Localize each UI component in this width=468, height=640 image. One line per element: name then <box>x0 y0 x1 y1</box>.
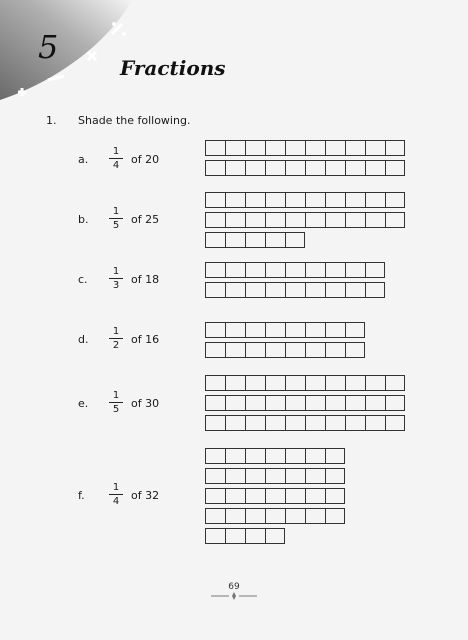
shade-box[interactable] <box>365 140 385 156</box>
shade-box[interactable] <box>265 468 285 484</box>
shade-box[interactable] <box>225 232 245 248</box>
shade-box[interactable] <box>305 508 325 524</box>
shade-box[interactable] <box>225 395 245 411</box>
shade-box[interactable] <box>205 528 225 544</box>
shade-box[interactable] <box>205 140 225 156</box>
shade-box[interactable] <box>365 160 385 176</box>
shade-box[interactable] <box>205 488 225 504</box>
shade-box[interactable] <box>245 342 265 358</box>
shade-box[interactable] <box>305 415 325 431</box>
shade-box[interactable] <box>205 375 225 391</box>
fraction-numerator: 1 <box>112 326 120 337</box>
fraction <box>109 266 123 291</box>
fraction-bar <box>109 402 123 403</box>
shade-box[interactable] <box>325 140 345 156</box>
shade-box[interactable] <box>345 395 365 411</box>
shade-box[interactable] <box>325 192 345 208</box>
shade-box[interactable] <box>345 342 365 358</box>
shade-box[interactable] <box>365 212 385 228</box>
page-number: 69 <box>228 582 240 592</box>
shade-box[interactable] <box>305 395 325 411</box>
shade-box[interactable] <box>385 160 405 176</box>
shade-box[interactable] <box>225 342 245 358</box>
shade-box[interactable] <box>205 212 225 228</box>
shade-box[interactable] <box>245 232 265 248</box>
row-letter: a. <box>78 153 89 166</box>
box-grid <box>205 140 405 176</box>
shade-box[interactable] <box>265 192 285 208</box>
shade-box[interactable] <box>305 375 325 391</box>
shade-box[interactable] <box>245 322 265 338</box>
shade-box[interactable] <box>325 342 345 358</box>
shade-box[interactable] <box>325 468 345 484</box>
shade-box[interactable] <box>285 448 305 464</box>
shade-box[interactable] <box>265 342 285 358</box>
shade-box[interactable] <box>225 415 245 431</box>
shade-box[interactable] <box>245 212 265 228</box>
shade-box[interactable] <box>305 322 325 338</box>
shade-box[interactable] <box>365 415 385 431</box>
shade-box[interactable] <box>365 282 385 298</box>
shade-box[interactable] <box>385 395 405 411</box>
fraction-numerator: 1 <box>112 482 120 493</box>
box-grid <box>205 375 405 431</box>
fraction-bar <box>109 278 123 279</box>
shade-box[interactable] <box>285 322 305 338</box>
shade-box[interactable] <box>345 192 365 208</box>
fraction-numerator: 1 <box>112 390 120 401</box>
shade-box[interactable] <box>205 395 225 411</box>
shade-box[interactable] <box>225 282 245 298</box>
fraction-numerator: 1 <box>112 146 120 157</box>
shade-box[interactable] <box>345 262 365 278</box>
box-grid <box>205 192 405 248</box>
shade-box[interactable] <box>385 140 405 156</box>
shade-box[interactable] <box>225 528 245 544</box>
shade-box[interactable] <box>325 488 345 504</box>
page-footer <box>0 582 468 600</box>
of-quantity: of 20 <box>131 153 160 166</box>
footer-ornament-icon <box>209 592 259 600</box>
shade-box[interactable] <box>285 140 305 156</box>
shade-box[interactable] <box>305 160 325 176</box>
shade-box[interactable] <box>225 140 245 156</box>
shade-box[interactable] <box>225 375 245 391</box>
shade-box[interactable] <box>365 395 385 411</box>
fraction <box>109 206 123 231</box>
shade-box[interactable] <box>265 160 285 176</box>
corner-decoration <box>0 0 150 110</box>
shade-box[interactable] <box>345 415 365 431</box>
shade-box[interactable] <box>245 415 265 431</box>
box-grid <box>205 262 385 298</box>
shade-box[interactable] <box>345 282 365 298</box>
shade-box[interactable] <box>225 468 245 484</box>
shade-box[interactable] <box>345 160 365 176</box>
shade-box[interactable] <box>285 395 305 411</box>
shade-box[interactable] <box>325 262 345 278</box>
shade-box[interactable] <box>385 415 405 431</box>
shade-box[interactable] <box>265 375 285 391</box>
shade-box[interactable] <box>325 282 345 298</box>
shade-box[interactable] <box>225 160 245 176</box>
shade-box[interactable] <box>245 488 265 504</box>
fraction <box>109 482 123 507</box>
shade-box[interactable] <box>325 160 345 176</box>
row-letter: d. <box>78 333 89 346</box>
shade-box[interactable] <box>345 140 365 156</box>
shade-box[interactable] <box>205 232 225 248</box>
shade-box[interactable] <box>225 212 245 228</box>
shade-box[interactable] <box>265 322 285 338</box>
shade-box[interactable] <box>285 282 305 298</box>
fraction-bar <box>109 494 123 495</box>
shade-box[interactable] <box>285 508 305 524</box>
of-quantity: of 32 <box>131 489 160 502</box>
shade-box[interactable] <box>325 322 345 338</box>
shade-box[interactable] <box>205 342 225 358</box>
of-quantity: of 25 <box>131 213 160 226</box>
fraction <box>109 390 123 415</box>
shade-box[interactable] <box>285 212 305 228</box>
shade-box[interactable] <box>305 212 325 228</box>
shade-box[interactable] <box>365 192 385 208</box>
shade-box[interactable] <box>265 488 285 504</box>
shade-box[interactable] <box>305 282 325 298</box>
shade-box[interactable] <box>265 140 285 156</box>
shade-box[interactable] <box>325 448 345 464</box>
fraction-numerator: 1 <box>112 206 120 217</box>
shade-box[interactable] <box>225 448 245 464</box>
shade-box[interactable] <box>205 192 225 208</box>
shade-box[interactable] <box>285 488 305 504</box>
fraction-bar <box>109 338 123 339</box>
of-quantity: of 16 <box>131 333 160 346</box>
shade-box[interactable] <box>365 375 385 391</box>
shade-box[interactable] <box>225 262 245 278</box>
shade-box[interactable] <box>325 415 345 431</box>
shade-box[interactable] <box>265 232 285 248</box>
fraction-denominator: 2 <box>112 340 120 351</box>
shade-box[interactable] <box>245 140 265 156</box>
shade-box[interactable] <box>265 212 285 228</box>
shade-box[interactable] <box>325 212 345 228</box>
shade-box[interactable] <box>225 488 245 504</box>
shade-box[interactable] <box>285 160 305 176</box>
shade-box[interactable] <box>305 448 325 464</box>
shade-box[interactable] <box>265 508 285 524</box>
row-letter: f. <box>78 489 85 502</box>
shade-box[interactable] <box>245 375 265 391</box>
shade-box[interactable] <box>365 262 385 278</box>
shade-box[interactable] <box>385 375 405 391</box>
shade-box[interactable] <box>285 342 305 358</box>
fraction-denominator: 4 <box>112 496 120 507</box>
fraction-bar <box>109 158 123 159</box>
shade-box[interactable] <box>205 468 225 484</box>
of-quantity: of 30 <box>131 397 160 410</box>
of-quantity: of 18 <box>131 273 160 286</box>
shade-box[interactable] <box>285 415 305 431</box>
question-number: 1. <box>46 114 57 127</box>
fraction-denominator: 5 <box>112 220 120 231</box>
shade-box[interactable] <box>285 192 305 208</box>
shade-box[interactable] <box>265 448 285 464</box>
shade-box[interactable] <box>265 528 285 544</box>
shade-box[interactable] <box>285 375 305 391</box>
shade-box[interactable] <box>325 375 345 391</box>
shade-box[interactable] <box>245 395 265 411</box>
row-letter: e. <box>78 397 89 410</box>
shade-box[interactable] <box>205 448 225 464</box>
fraction-denominator: 4 <box>112 160 120 171</box>
shade-box[interactable] <box>245 160 265 176</box>
box-grid <box>205 322 365 358</box>
shade-box[interactable] <box>245 262 265 278</box>
shade-box[interactable] <box>245 192 265 208</box>
shade-box[interactable] <box>245 282 265 298</box>
shade-box[interactable] <box>205 415 225 431</box>
shade-box[interactable] <box>245 448 265 464</box>
shade-box[interactable] <box>225 322 245 338</box>
shade-box[interactable] <box>325 508 345 524</box>
shade-box[interactable] <box>305 262 325 278</box>
shade-box[interactable] <box>225 192 245 208</box>
shade-box[interactable] <box>265 395 285 411</box>
box-grid <box>205 448 345 544</box>
shade-box[interactable] <box>385 192 405 208</box>
shade-box[interactable] <box>265 282 285 298</box>
fraction-denominator: 5 <box>112 404 120 415</box>
fraction-numerator: 1 <box>112 266 120 277</box>
shade-box[interactable] <box>205 262 225 278</box>
fraction-denominator: 3 <box>112 280 120 291</box>
shade-box[interactable] <box>285 468 305 484</box>
shade-box[interactable] <box>325 395 345 411</box>
shade-box[interactable] <box>305 468 325 484</box>
fraction <box>109 146 123 171</box>
shade-box[interactable] <box>225 508 245 524</box>
shade-box[interactable] <box>265 415 285 431</box>
fraction <box>109 326 123 351</box>
row-letter: b. <box>78 213 89 226</box>
shade-box[interactable] <box>205 322 225 338</box>
shade-box[interactable] <box>345 322 365 338</box>
shade-box[interactable] <box>345 212 365 228</box>
chapter-title: Fractions <box>120 56 226 80</box>
question-text: Shade the following. <box>78 114 191 127</box>
shade-box[interactable] <box>285 232 305 248</box>
shade-box[interactable] <box>205 160 225 176</box>
shade-box[interactable] <box>385 212 405 228</box>
shade-box[interactable] <box>205 282 225 298</box>
shade-box[interactable] <box>285 262 305 278</box>
shade-box[interactable] <box>265 262 285 278</box>
shade-box[interactable] <box>305 488 325 504</box>
shade-box[interactable] <box>245 508 265 524</box>
shade-box[interactable] <box>345 375 365 391</box>
shade-box[interactable] <box>305 192 325 208</box>
shade-box[interactable] <box>245 468 265 484</box>
shade-box[interactable] <box>245 528 265 544</box>
shade-box[interactable] <box>305 140 325 156</box>
shade-box[interactable] <box>305 342 325 358</box>
fraction-bar <box>109 218 123 219</box>
shade-box[interactable] <box>205 508 225 524</box>
chapter-number: 5 <box>38 28 59 66</box>
row-letter: c. <box>78 273 88 286</box>
